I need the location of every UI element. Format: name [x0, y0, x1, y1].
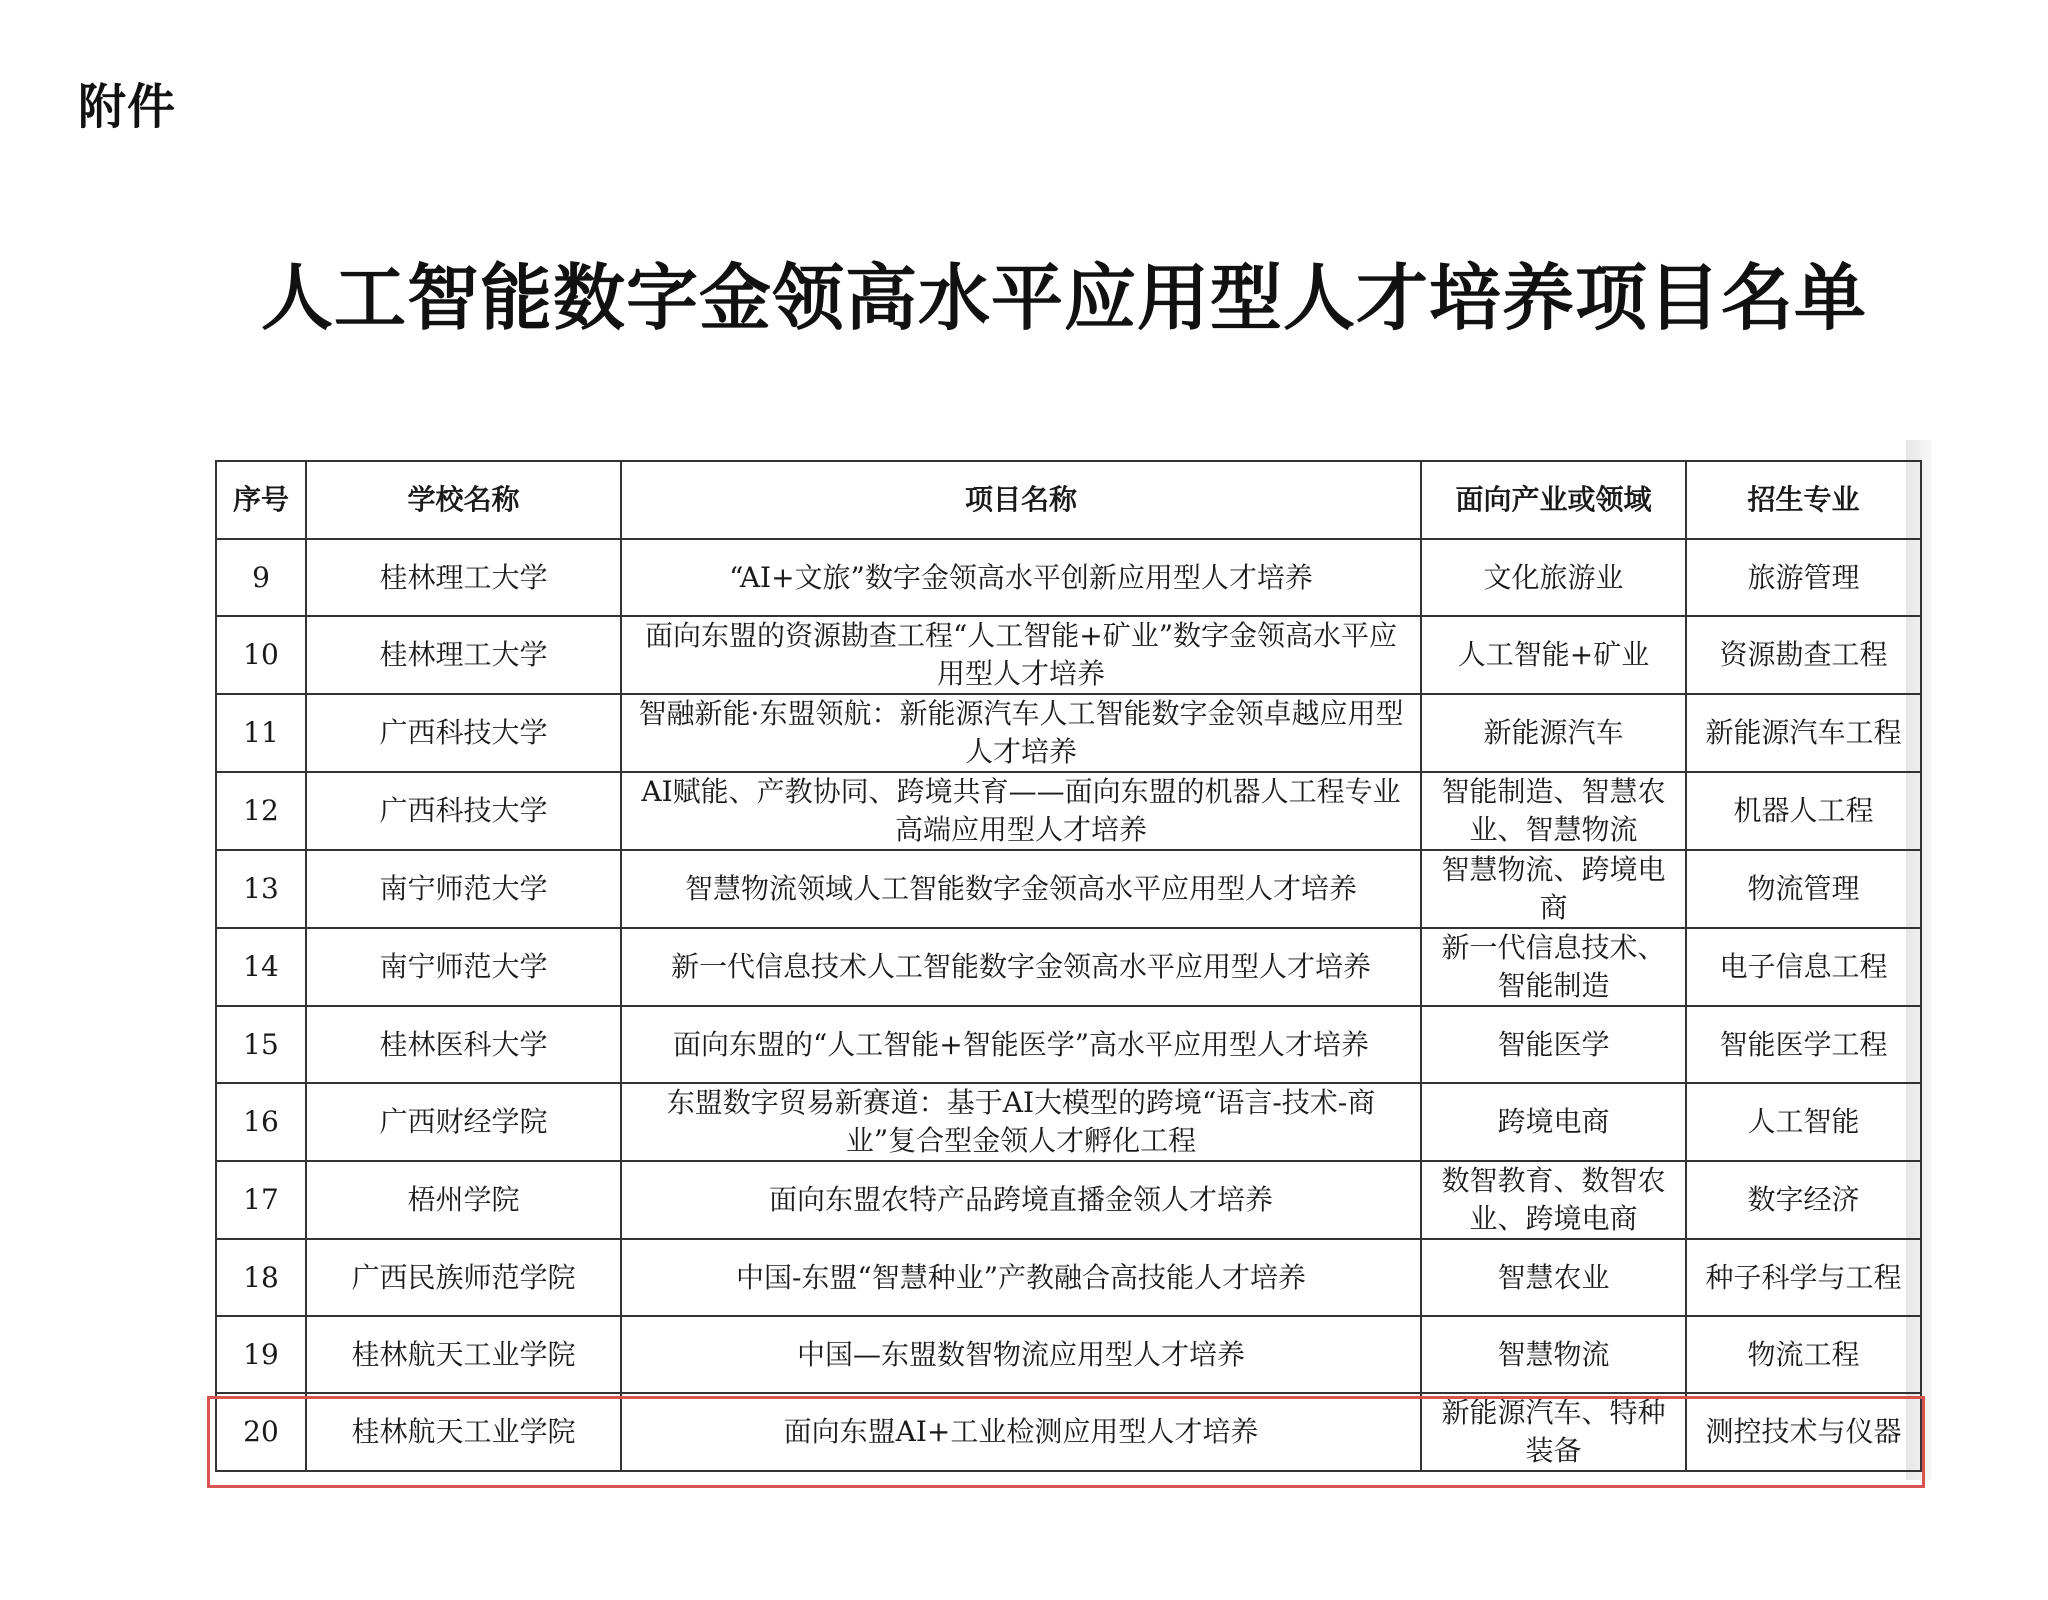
- cell-major: 人工智能: [1686, 1083, 1921, 1161]
- table-row: [216, 1083, 1921, 1161]
- cell-school: 桂林航天工业学院: [306, 1316, 621, 1393]
- table-row: [216, 850, 1921, 928]
- cell-industry: 新能源汽车、特种装备: [1421, 1393, 1686, 1471]
- table-row: [216, 616, 1921, 694]
- cell-school: 广西财经学院: [306, 1083, 621, 1161]
- cell-project: 智慧物流领域人工智能数字金领高水平应用型人才培养: [621, 850, 1421, 928]
- header-index: 序号: [216, 461, 306, 539]
- cell-index: 11: [216, 694, 306, 772]
- cell-major: 种子科学与工程: [1686, 1239, 1921, 1316]
- header-industry: 面向产业或领域: [1421, 461, 1686, 539]
- cell-index: 15: [216, 1006, 306, 1083]
- header-school: 学校名称: [306, 461, 621, 539]
- cell-project: 智融新能·东盟领航：新能源汽车人工智能数字金领卓越应用型人才培养: [621, 694, 1421, 772]
- cell-industry: 智能制造、智慧农业、智慧物流: [1421, 772, 1686, 850]
- cell-industry: 智能医学: [1421, 1006, 1686, 1083]
- table-row: [216, 1006, 1921, 1083]
- cell-index: 20: [216, 1393, 306, 1471]
- cell-index: 12: [216, 772, 306, 850]
- cell-industry: 智慧农业: [1421, 1239, 1686, 1316]
- cell-project: 中国—东盟数智物流应用型人才培养: [621, 1316, 1421, 1393]
- cell-index: 14: [216, 928, 306, 1006]
- cell-major: 物流管理: [1686, 850, 1921, 928]
- cell-school: 桂林航天工业学院: [306, 1393, 621, 1471]
- cell-project: “AI+文旅”数字金领高水平创新应用型人才培养: [621, 539, 1421, 616]
- table-row: [216, 772, 1921, 850]
- cell-industry: 新一代信息技术、智能制造: [1421, 928, 1686, 1006]
- cell-major: 旅游管理: [1686, 539, 1921, 616]
- cell-school: 桂林医科大学: [306, 1006, 621, 1083]
- cell-major: 资源勘查工程: [1686, 616, 1921, 694]
- cell-index: 16: [216, 1083, 306, 1161]
- cell-project: 面向东盟农特产品跨境直播金领人才培养: [621, 1161, 1421, 1239]
- cell-school: 桂林理工大学: [306, 616, 621, 694]
- cell-project: 东盟数字贸易新赛道：基于AI大模型的跨境“语言-技术-商业”复合型金领人才孵化工程: [621, 1083, 1421, 1161]
- table-row: [216, 1161, 1921, 1239]
- cell-index: 10: [216, 616, 306, 694]
- cell-major: 测控技术与仪器: [1686, 1393, 1921, 1471]
- cell-school: 广西科技大学: [306, 694, 621, 772]
- cell-project: AI赋能、产教协同、跨境共育——面向东盟的机器人工程专业高端应用型人才培养: [621, 772, 1421, 850]
- cell-major: 物流工程: [1686, 1316, 1921, 1393]
- cell-industry: 数智教育、数智农业、跨境电商: [1421, 1161, 1686, 1239]
- cell-school: 梧州学院: [306, 1161, 621, 1239]
- cell-industry: 新能源汽车: [1421, 694, 1686, 772]
- cell-major: 新能源汽车工程: [1686, 694, 1921, 772]
- cell-major: 电子信息工程: [1686, 928, 1921, 1006]
- cell-project: 中国-东盟“智慧种业”产教融合高技能人才培养: [621, 1239, 1421, 1316]
- table-row: [216, 1316, 1921, 1393]
- table-row: [216, 539, 1921, 616]
- header-project: 项目名称: [621, 461, 1421, 539]
- table-header-row: [216, 461, 1921, 539]
- cell-project: 面向东盟的资源勘查工程“人工智能+矿业”数字金领高水平应用型人才培养: [621, 616, 1421, 694]
- cell-index: 17: [216, 1161, 306, 1239]
- cell-school: 广西科技大学: [306, 772, 621, 850]
- cell-index: 18: [216, 1239, 306, 1316]
- document-title: 人工智能数字金领高水平应用型人才培养项目名单: [260, 255, 1867, 340]
- cell-school: 南宁师范大学: [306, 928, 621, 1006]
- cell-major: 机器人工程: [1686, 772, 1921, 850]
- cell-industry: 人工智能+矿业: [1421, 616, 1686, 694]
- cell-project: 新一代信息技术人工智能数字金领高水平应用型人才培养: [621, 928, 1421, 1006]
- cell-industry: 跨境电商: [1421, 1083, 1686, 1161]
- cell-school: 广西民族师范学院: [306, 1239, 621, 1316]
- cell-industry: 智慧物流、跨境电商: [1421, 850, 1686, 928]
- table-row-highlighted: [216, 1393, 1921, 1471]
- cell-school: 南宁师范大学: [306, 850, 621, 928]
- cell-index: 19: [216, 1316, 306, 1393]
- cell-industry: 智慧物流: [1421, 1316, 1686, 1393]
- table-row: [216, 694, 1921, 772]
- table-row: [216, 928, 1921, 1006]
- cell-school: 桂林理工大学: [306, 539, 621, 616]
- header-major: 招生专业: [1686, 461, 1921, 539]
- project-list-table: [215, 460, 1922, 1472]
- cell-industry: 文化旅游业: [1421, 539, 1686, 616]
- cell-index: 9: [216, 539, 306, 616]
- cell-major: 数字经济: [1686, 1161, 1921, 1239]
- cell-major: 智能医学工程: [1686, 1006, 1921, 1083]
- cell-index: 13: [216, 850, 306, 928]
- table-row: [216, 1239, 1921, 1316]
- cell-project: 面向东盟的“人工智能+智能医学”高水平应用型人才培养: [621, 1006, 1421, 1083]
- cell-project: 面向东盟AI+工业检测应用型人才培养: [621, 1393, 1421, 1471]
- attachment-label: 附件: [78, 79, 177, 135]
